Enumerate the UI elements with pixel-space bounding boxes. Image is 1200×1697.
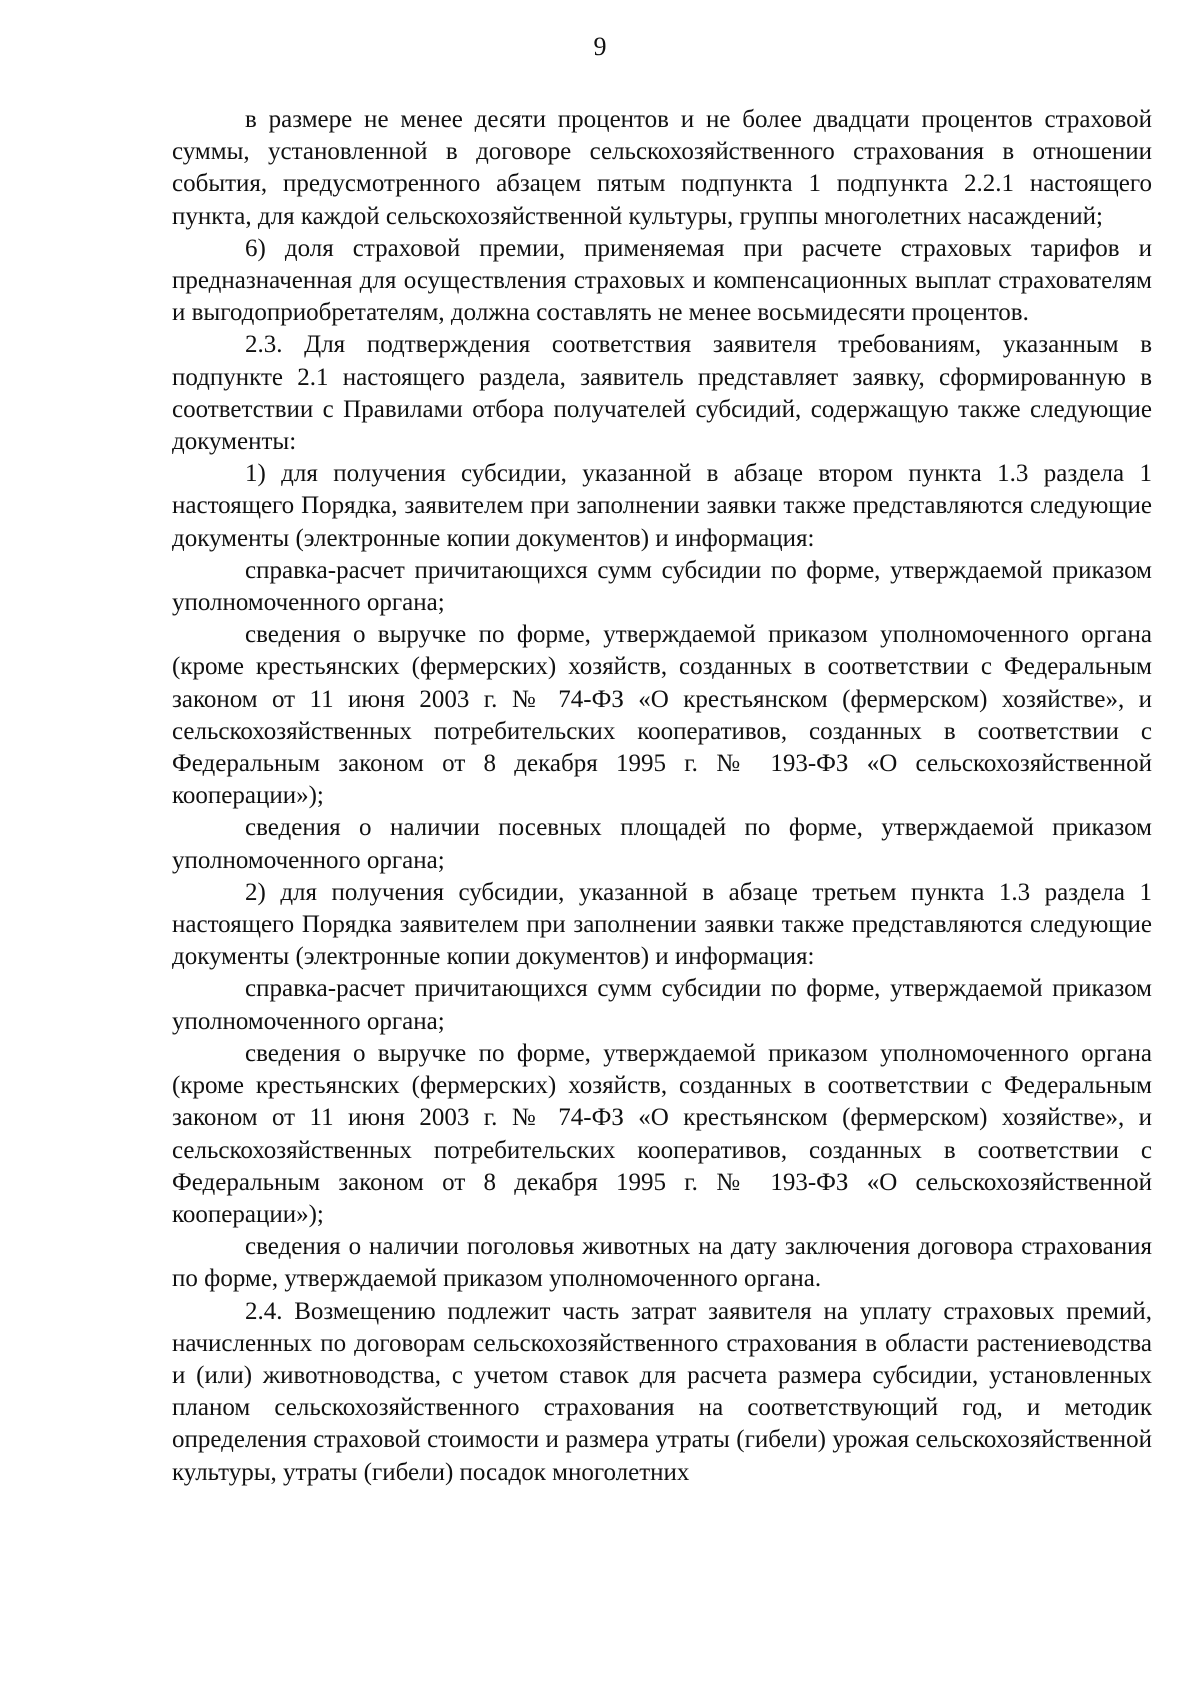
paragraph-item-6-insurance-premium-share: 6) доля страховой премии, применяемая при расчете страховых тарифов и предназначенная для осуществления страховых и компенсационных выплат страхователям и выгодоприобретателям, должна составлять не менее восьмидесяти процентов.	[172, 234, 1152, 327]
paragraph-sown-areas-information: сведения о наличии посевных площадей по форме, утверждаемой приказом уполномоченного органа;	[172, 814, 1152, 874]
paragraph-livestock-information: сведения о наличии поголовья животных на дату заключения договора страхования по форме, утверждаемой приказом уполномоченного органа.	[172, 1233, 1152, 1293]
paragraph-section-2-3: 2.3. Для подтверждения соответствия заявителя требованиям, указанным в подпункте 2.1 настоящего раздела, заявитель представляет заявку, сформированную в соответствии с Правилами отбора получателей субсидий, содержащую также следующие документы:	[172, 331, 1152, 456]
document-body	[172, 104, 1152, 1489]
paragraph-revenue-information-1: сведения о выручке по форме, утверждаемой приказом уполномоченного органа (кроме крестьянских (фермерских) хозяйств, созданных в соответствии с Федеральным законом от 11 июня 2003 г. № 74-ФЗ «О крестьянском (фермерском) хозяйстве», и сельскохозяйственных потребительских кооперативов, созданных в соответствии с Федеральным законом от 8 декабря 1995 г. № 193-ФЗ «О сельскохозяйственной кооперации»);	[172, 621, 1152, 810]
paragraph-insurance-amount-continued: в размере не менее десяти процентов и не более двадцати процентов страховой суммы, установленной в договоре сельскохозяйственного страхования в отношении события, предусмотренного абзацем пятым подпункта 1 подпункта 2.2.1 настоящего пункта, для каждой сельскохозяйственной культуры, группы многолетних насаждений;	[172, 106, 1152, 230]
page-number: 9	[593, 32, 607, 61]
paragraph-section-2-4: 2.4. Возмещению подлежит часть затрат заявителя на уплату страховых премий, начисленных по договорам сельскохозяйственного страхования в области растениеводства и (или) животноводства, с учетом ставок для расчета размера субсидии, установленных планом сельскохозяйственного страхования на соответствующий год, и методик определения страховой стоимости и размера утраты (гибели) урожая сельскохозяйственной культуры, утраты (гибели) посадок многолетних	[172, 1297, 1152, 1486]
paragraph-revenue-information-2: сведения о выручке по форме, утверждаемой приказом уполномоченного органа (кроме крестьянских (фермерских) хозяйств, созданных в соответствии с Федеральным законом от 11 июня 2003 г. № 74-ФЗ «О крестьянском (фермерском) хозяйстве», и сельскохозяйственных потребительских кооперативов, созданных в соответствии с Федеральным законом от 8 декабря 1995 г. № 193-ФЗ «О сельскохозяйственной кооперации»);	[172, 1039, 1152, 1228]
paragraph-subsidy-calculation-certificate-1: справка-расчет причитающихся сумм субсидии по форме, утверждаемой приказом уполномоченного органа;	[172, 556, 1152, 617]
paragraph-subsidy-calculation-certificate-2: справка-расчет причитающихся сумм субсидии по форме, утверждаемой приказом уполномоченного органа;	[172, 975, 1152, 1035]
paragraph-item-2-subsidy-documents: 2) для получения субсидии, указанной в абзаце третьем пункта 1.3 раздела 1 настоящего Порядка заявителем при заполнении заявки также представляются следующие документы (электронные копии документов) и информация:	[172, 878, 1152, 971]
paragraph-item-1-subsidy-documents: 1) для получения субсидии, указанной в абзаце втором пункта 1.3 раздела 1 настоящего Порядка, заявителем при заполнении заявки также представляются следующие документы (электронные копии документов) и информация:	[172, 460, 1152, 552]
